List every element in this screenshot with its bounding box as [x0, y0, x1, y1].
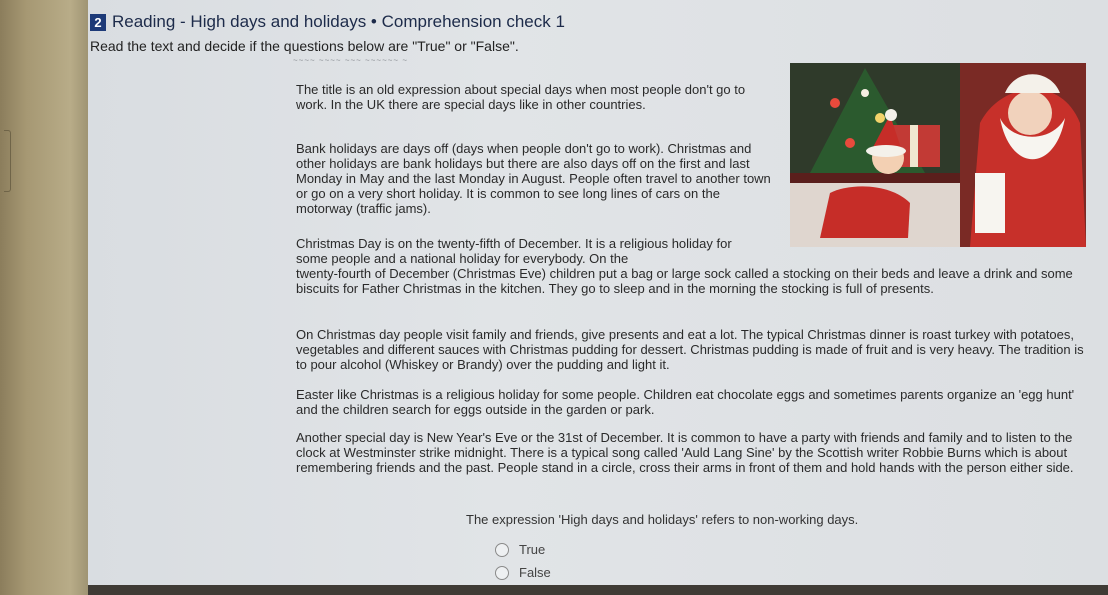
- exercise-title: Reading - High days and holidays • Comprehension check 1: [112, 12, 565, 31]
- option-false[interactable]: [495, 565, 551, 580]
- faded-subtitle: ~~~~ ~~~~ ~~~ ~~~~~~ ~: [293, 56, 408, 65]
- passage-paragraph-1: The title is an old expression about special days when most people don't go to work. In the UK there are special days like in other countries.: [296, 82, 746, 112]
- passage-paragraph-2: Bank holidays are days off (days when people don't go to work). Christmas and other holidays are bank holidays but there are also days off on the first and last Monday in May and the last Monday in August. People often travel to another town or go on a very short holiday. It is common to see long lines of cars on the motorway (traffic jams).: [296, 141, 771, 216]
- bezel-mark: [4, 130, 11, 192]
- bottom-edge: [88, 585, 1108, 595]
- passage-paragraph-4: On Christmas day people visit family and friends, give presents and eat a lot. The typical Christmas dinner is roast turkey with potatoes, vegetables and different sauces with Christmas pudding for dessert. Christmas pudding is made of fruit and is very heavy. The tradition is to pour alcohol (Whiskey or Brandy) over the pudding and light it.: [296, 327, 1084, 372]
- question-text: The expression 'High days and holidays' refers to non-working days.: [466, 512, 859, 527]
- option-false-label: False: [519, 565, 551, 580]
- passage-paragraph-6: Another special day is New Year's Eve or the 31st of December. It is common to have a party with friends and family and to listen to the clock at Westminster strike midnight. There is a typical song called 'Auld Lang Sine' by the Scottish writer Robbie Burns which is about remembering friends and the past. People stand in a circle, cross their arms in front of them and hold hands with the person either side.: [296, 430, 1074, 475]
- exercise-heading: [90, 12, 565, 32]
- exercise-page: [88, 0, 1108, 585]
- option-true-label: True: [519, 542, 546, 557]
- passage-paragraph-3b: twenty-fourth of December (Christmas Eve) children put a bag or large sock called a stocking on their beds and leave a drink and some biscuits for Father Christmas in the kitchen. They go to sleep and in the morning the stocking is full of presents.: [296, 266, 1073, 296]
- passage-paragraph-3a: Christmas Day is on the twenty-fifth of December. It is a religious holiday for some people and a national holiday for everybody. On the: [296, 236, 732, 266]
- exercise-number-badge: 2: [90, 14, 106, 31]
- option-true[interactable]: [495, 542, 545, 557]
- radio-false[interactable]: [495, 566, 509, 580]
- passage-paragraph-5: Easter like Christmas is a religious holiday for some people. Children eat chocolate eggs and sometimes parents organize an 'egg hunt' and the children search for eggs outside in the garden or park.: [296, 387, 1075, 417]
- christmas-photo: [790, 63, 1086, 247]
- monitor-bezel: [0, 0, 88, 595]
- radio-true[interactable]: [495, 543, 509, 557]
- exercise-instruction: Read the text and decide if the questions below are "True" or "False".: [90, 38, 519, 54]
- christmas-photo-illustration: [790, 63, 1086, 247]
